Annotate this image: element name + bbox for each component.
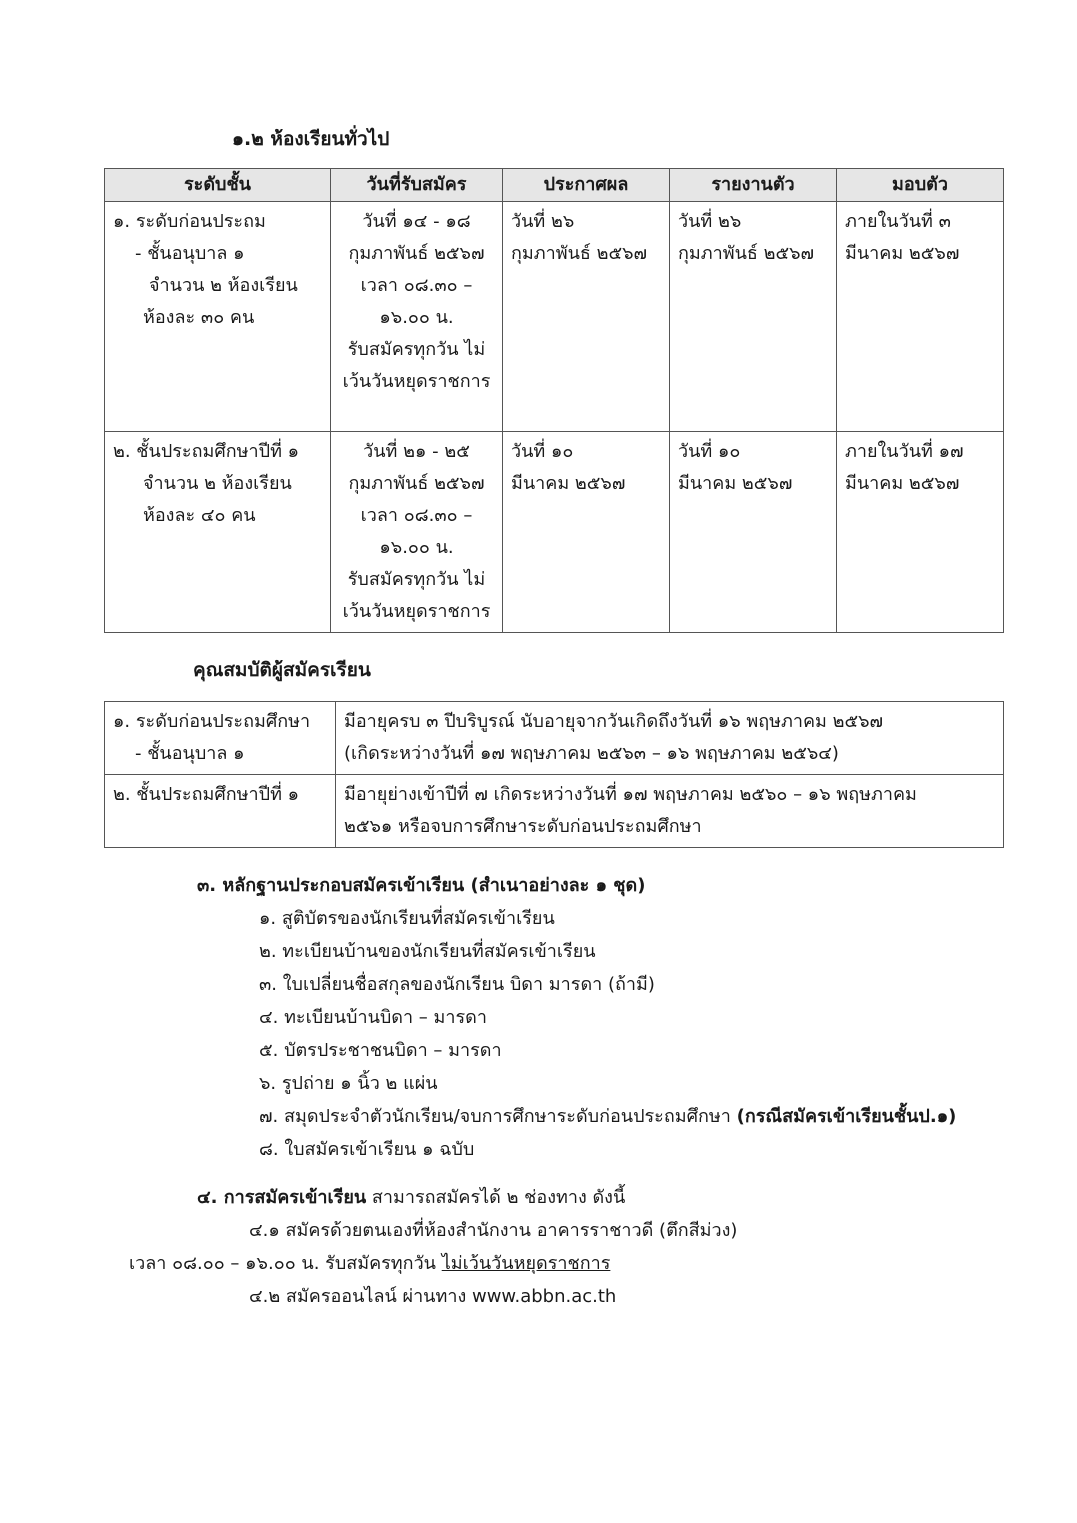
table-row: [105, 702, 1004, 775]
report-line: วันที่ ๒๖: [678, 211, 742, 232]
apply-line: กุมภาพันธ์ ๒๕๖๗: [348, 473, 485, 494]
document-item-text: ๗. สมุดประจำตัวนักเรียน/จบการศึกษาระดับก่อนประถมศึกษา: [259, 1106, 737, 1127]
header-report: รายงานตัว: [670, 169, 837, 202]
document-item-note: (กรณีสมัครเข้าเรียนชั้นป.๑): [736, 1106, 957, 1127]
section-title-general-classroom: ๑.๒ ห้องเรียนทั่วไป: [232, 128, 390, 150]
qualification-level-line: ๑. ระดับก่อนประถมศึกษา: [113, 711, 311, 732]
document-item: ๑. สูติบัตรของนักเรียนที่สมัครเข้าเรียน: [259, 908, 555, 929]
qualification-detail-cell: [336, 775, 1004, 848]
level-cell: [105, 432, 331, 633]
apply-line: วันที่ ๒๑ - ๒๕: [363, 441, 470, 462]
apply-line: รับสมัครทุกวัน ไม่: [347, 339, 486, 360]
table-row: [105, 202, 1004, 432]
announce-line: มีนาคม ๒๕๖๗: [511, 473, 626, 494]
apply-line: รับสมัครทุกวัน ไม่: [347, 569, 486, 590]
handover-line: มีนาคม ๒๕๖๗: [845, 473, 960, 494]
level-line: ห้องละ ๓๐ คน: [143, 307, 255, 328]
apply-line: ๑๖.๐๐ น.: [379, 307, 454, 328]
level-line: - ชั้นอนุบาล ๑: [135, 243, 245, 264]
qualification-detail-line: ๒๕๖๑ หรือจบการศึกษาระดับก่อนประถมศึกษา: [344, 816, 702, 837]
application-option-walk-in: ๔.๑ สมัครด้วยตนเองที่ห้องสำนักงาน อาคารราชาวดี (ตึกสีม่วง): [249, 1220, 738, 1241]
level-line: จำนวน ๒ ห้องเรียน: [149, 275, 298, 296]
header-handover: มอบตัว: [837, 169, 1004, 202]
document-item: [259, 1100, 956, 1133]
apply-line: เวลา ๐๘.๓๐ –: [360, 275, 473, 296]
announce-line: วันที่ ๒๖: [511, 211, 575, 232]
announce-cell: [503, 202, 670, 432]
application-title-label: ๔. การสมัครเข้าเรียน: [197, 1187, 367, 1208]
report-line: มีนาคม ๒๕๖๗: [678, 473, 793, 494]
documents-title: ๓. หลักฐานประกอบสมัครเข้าเรียน (สำเนาอย่างละ ๑ ชุด): [197, 875, 646, 896]
apply-line: ๑๖.๐๐ น.: [379, 537, 454, 558]
application-hours-note: ไม่เว้นวันหยุดราชการ: [441, 1253, 611, 1274]
schedule-table: [104, 168, 1004, 633]
apply-line: เว้นวันหยุดราชการ: [342, 371, 491, 392]
qualification-level-cell: [105, 702, 336, 775]
qualification-detail-line: มีอายุย่างเข้าปีที่ ๗ เกิดระหว่างวันที่ ๑๗ พฤษภาคม ๒๕๖๐ – ๑๖ พฤษภาคม: [344, 784, 917, 805]
apply-date-cell: [331, 432, 503, 633]
level-line: ๑. ระดับก่อนประถม: [113, 211, 266, 232]
level-line: ๒. ชั้นประถมศึกษาปีที่ ๑: [113, 441, 300, 462]
header-level: ระดับชั้น: [105, 169, 331, 202]
level-cell: [105, 202, 331, 432]
header-announce: ประกาศผล: [503, 169, 670, 202]
table-row: [105, 775, 1004, 848]
document-item: ๘. ใบสมัครเข้าเรียน ๑ ฉบับ: [259, 1139, 475, 1160]
handover-line: ภายในวันที่ ๓: [845, 211, 951, 232]
report-line: กุมภาพันธ์ ๒๕๖๗: [678, 243, 815, 264]
qualification-detail-line: (เกิดระหว่างวันที่ ๑๗ พฤษภาคม ๒๕๖๓ – ๑๖ พฤษภาคม ๒๕๖๔): [344, 743, 839, 764]
level-line: จำนวน ๒ ห้องเรียน: [143, 473, 292, 494]
document-item: ๒. ทะเบียนบ้านของนักเรียนที่สมัครเข้าเรียน: [259, 941, 596, 962]
apply-date-cell: [331, 202, 503, 432]
apply-line: วันที่ ๑๔ - ๑๘: [362, 211, 471, 232]
apply-line: กุมภาพันธ์ ๒๕๖๗: [348, 243, 485, 264]
application-hours-text: เวลา ๐๘.๐๐ – ๑๖.๐๐ น. รับสมัครทุกวัน: [129, 1253, 442, 1274]
level-line: ห้องละ ๔๐ คน: [143, 505, 256, 526]
qualifications-table: [104, 701, 1004, 848]
handover-cell: [837, 202, 1004, 432]
report-line: วันที่ ๑๐: [678, 441, 741, 462]
handover-line: ภายในวันที่ ๑๗: [845, 441, 964, 462]
document-item: ๕. บัตรประชาชนบิดา – มารดา: [259, 1040, 502, 1061]
schedule-header-row: [105, 169, 1004, 202]
application-title: [197, 1181, 625, 1214]
apply-line: เว้นวันหยุดราชการ: [342, 601, 491, 622]
handover-line: มีนาคม ๒๕๖๗: [845, 243, 960, 264]
report-cell: [670, 432, 837, 633]
qualification-level-line: ๒. ชั้นประถมศึกษาปีที่ ๑: [113, 784, 300, 805]
document-item: ๖. รูปถ่าย ๑ นิ้ว ๒ แผ่น: [259, 1073, 438, 1094]
qualification-level-cell: [105, 775, 336, 848]
document-item: ๔. ทะเบียนบ้านบิดา – มารดา: [259, 1007, 487, 1028]
qualifications-title: คุณสมบัติผู้สมัครเรียน: [193, 659, 371, 681]
announce-cell: [503, 432, 670, 633]
announce-line: วันที่ ๑๐: [511, 441, 574, 462]
table-row: [105, 432, 1004, 633]
handover-cell: [837, 432, 1004, 633]
application-hours: [129, 1247, 610, 1280]
report-cell: [670, 202, 837, 432]
document-item: ๓. ใบเปลี่ยนชื่อสกุลของนักเรียน บิดา มารดา (ถ้ามี): [259, 974, 655, 995]
apply-line: เวลา ๐๘.๓๐ –: [360, 505, 473, 526]
qualification-detail-line: มีอายุครบ ๓ ปีบริบูรณ์ นับอายุจากวันเกิดถึงวันที่ ๑๖ พฤษภาคม ๒๕๖๗: [344, 711, 884, 732]
header-apply-date: วันที่รับสมัคร: [331, 169, 503, 202]
application-option-online: ๔.๒ สมัครออนไลน์ ผ่านทาง www.abbn.ac.th: [249, 1286, 617, 1307]
qualification-level-line: - ชั้นอนุบาล ๑: [135, 743, 245, 764]
qualification-detail-cell: [336, 702, 1004, 775]
announce-line: กุมภาพันธ์ ๒๕๖๗: [511, 243, 648, 264]
application-title-rest: สามารถสมัครได้ ๒ ช่องทาง ดังนี้: [366, 1187, 626, 1208]
